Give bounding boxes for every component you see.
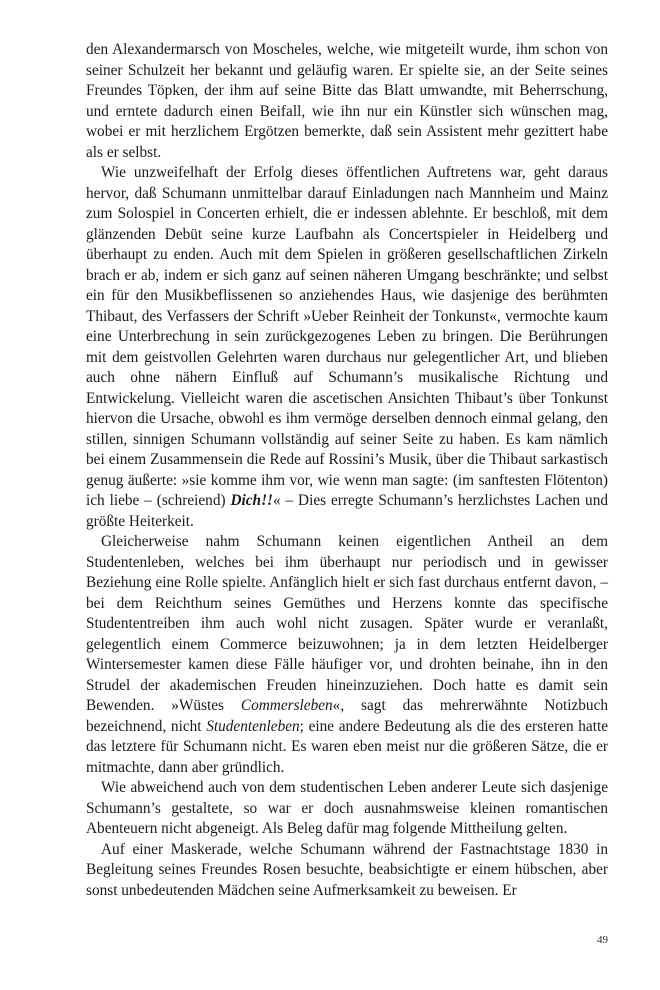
text-run: den Alexandermarsch von Moscheles, welche, wie mitgeteilt wurde, ihm schon von seiner Schulzeit her bekannt und geläufig waren. Er spielte sie, an der Seite seines Freundes Töpken, der ihm auf seine Bitte das Blatt umwandte, mit Beherrschung, und erntete dadurch einen Beifall, wie ihn nur ein Künstler sich wünschen mag, wobei er mit herzlichem Ergötzen bemerkte, daß sein Assistent mehr gezittert habe als er selbst.	[86, 41, 608, 161]
text-run: Auf einer Maskerade, welche Schumann während der Fastnachtstage 1830 in Begleitung seines Freundes Rosen besuchte, beabsichtigte er einem hübschen, aber sonst unbedeutenden Mädchen seine Aufmerksamkeit zu beweisen. Er	[86, 840, 608, 899]
body-text	[86, 40, 608, 901]
text-run: Gleicherweise nahm Schumann keinen eigentlichen Antheil an dem Studentenleben, welches bei ihm überhaupt nur periodisch und in gewisser Beziehung eine Rolle spielte. Anfänglich hielt er sich fast durchaus entfernt davon, – bei dem Reichthum seines Gemüthes und Herzens konnte das specifische Studententreiben ihm auch wohl nicht zusagen. Später wurde er veranlaßt, gelegentlich einem Commerce beizuwohnen; ja in dem letzten Heidelberger Wintersemester kamen diese Fälle häufiger vor, und drohten beinahe, ihn in den Strudel der akademischen Freuden hineinzuziehen. Doch hatte es damit sein Bewenden. »Wüstes	[86, 533, 608, 714]
emphasis-italic: Studentenleben	[206, 717, 300, 735]
text-run: «, sagt das mehrerwähnte Notizbuch bezeichnend, nicht	[86, 697, 609, 735]
emphasis-italic: Commersleben	[240, 697, 333, 714]
paragraph	[86, 163, 608, 532]
paragraph	[86, 840, 608, 902]
paragraph	[86, 532, 608, 778]
page-number: 49	[597, 934, 608, 946]
text-run: Wie abweichend auch von dem studentischen Leben anderer Leute sich dasjenige Schumann’s gestaltete, so war er doch ausnahmsweise kleinen romantischen Abenteuern nicht abgeneigt. Als Beleg dafür mag folgende Mittheilung gelten.	[86, 779, 608, 837]
book-page	[86, 40, 608, 901]
paragraph	[86, 778, 608, 840]
text-run: ; eine andere Bedeutung als die des ersteren hatte das letztere für Schumann nicht. Es waren eben meist nur die größeren Sätze, die er mitmachte, dann aber gründlich.	[86, 717, 609, 776]
text-run: Wie unzweifelhaft der Erfolg dieses öffentlichen Auftretens war, geht daraus hervor, daß Schumann unmittelbar darauf Einladungen nach Mannheim und Mainz zum Solospiel in Concerten erhielt, die er indessen ablehnte. Er beschloß, mit dem glänzenden Debüt seine kurze Laufbahn als Concertspieler in Heidelberg und überhaupt zu enden. Auch mit dem Spielen in größeren gesellschaftlichen Zirkeln brach er ab, indem er sich ganz auf seinen näheren Umgang beschränkte; und selbst ein für den Musikbeflissenen so anziehendes Haus, wie dasjenige des berühmten Thibaut, des Verfassers der Schrift »Ueber Reinheit der Tonkunst«, vermochte kaum eine Unterbrechung in sein zurückgezogenes Leben zu bringen. Die Berührungen mit dem geistvollen Gelehrten waren durchaus nur gelegentlicher Art, und blieben auch ohne nähern Einfluß auf Schumann’s musikalische Richtung und Entwickelung. Vielleicht waren die ascetischen Ansichten Thibaut’s über Tonkunst hiervon die Ursache, obwohl es ihm vermöge derselben dennoch einmal gelang, den stillen, sinnigen Schumann vollständig auf seiner Seite zu haben. Es kam nämlich bei einem Zusammensein die Rede auf Rossini’s Musik, über die Thibaut sarkastisch genug äußerte: »sie komme ihm vor, wie wenn man sagte: (im sanftesten Flötenton) ich liebe – (schreiend)	[86, 164, 608, 509]
emphasis-bold-italic: Dich!!	[230, 492, 273, 509]
paragraph-continued	[86, 40, 608, 163]
text-run: « – Dies erregte Schumann’s herzlichstes Lachen und größte Heiterkeit.	[86, 492, 608, 530]
